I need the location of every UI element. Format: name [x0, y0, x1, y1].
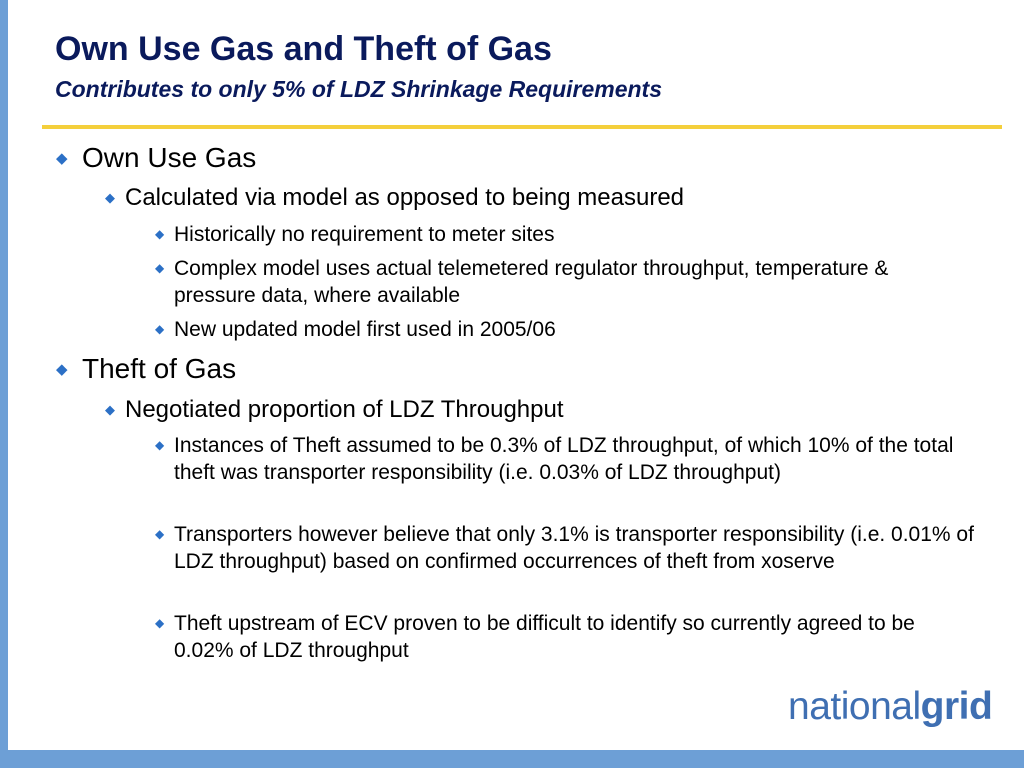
sub-bullet-calculated — [105, 183, 985, 213]
bullet-text: Negotiated proportion of LDZ Throughput — [125, 396, 564, 423]
bullet-text: Theft of Gas — [82, 353, 237, 384]
diamond-bullet-icon: ◆ — [105, 402, 115, 417]
bullet-text: Historically no requirement to meter sites — [174, 223, 555, 246]
logo-text-bold: grid — [920, 685, 993, 728]
left-accent-bar — [0, 0, 8, 768]
detail-bullet — [155, 610, 974, 664]
logo-text-light: national — [788, 685, 921, 728]
bullet-theft-of-gas — [56, 352, 982, 386]
bullet-text: Instances of Theft assumed to be 0.3% of LDZ throughput, of which 10% of the total theft was transporter responsibility (i.e. 0.03% of LDZ throughput) — [174, 434, 954, 484]
bullet-text: Transporters however believe that only 3.1% is transporter responsibility (i.e. 0.01% of LDZ throughput) based on confirmed occurrences of theft from xoserve — [174, 523, 974, 573]
detail-bullet — [155, 521, 974, 575]
detail-bullet — [155, 316, 974, 343]
national-grid-logo — [788, 684, 992, 730]
sub-bullet-negotiated — [105, 395, 985, 425]
diamond-bullet-icon: ◆ — [155, 527, 165, 541]
title-divider — [42, 125, 1002, 129]
bullet-text: Complex model uses actual telemetered regulator throughput, temperature & pressure data, where available — [174, 257, 889, 307]
bullet-text: Theft upstream of ECV proven to be difficult to identify so currently agreed to be 0.02% of LDZ throughput — [174, 612, 915, 662]
bottom-accent-bar — [0, 750, 1024, 768]
diamond-bullet-icon: ◆ — [155, 322, 165, 336]
diamond-bullet-icon: ◆ — [105, 190, 115, 205]
bullet-text: New updated model first used in 2005/06 — [174, 318, 556, 341]
diamond-bullet-icon: ◆ — [155, 438, 165, 452]
bullet-own-use-gas — [56, 141, 982, 175]
diamond-bullet-icon: ◆ — [56, 361, 68, 378]
bullet-text: Calculated via model as opposed to being measured — [125, 184, 685, 211]
diamond-bullet-icon: ◆ — [155, 261, 165, 275]
diamond-bullet-icon: ◆ — [155, 616, 165, 630]
detail-bullet — [155, 255, 914, 309]
slide-subtitle: Contributes to only 5% of LDZ Shrinkage Requirements — [55, 76, 663, 102]
detail-bullet — [155, 432, 974, 486]
diamond-bullet-icon: ◆ — [155, 227, 165, 241]
diamond-bullet-icon: ◆ — [56, 150, 68, 167]
detail-bullet — [155, 221, 974, 248]
bullet-text: Own Use Gas — [82, 142, 257, 173]
slide-title: Own Use Gas and Theft of Gas — [55, 30, 552, 68]
